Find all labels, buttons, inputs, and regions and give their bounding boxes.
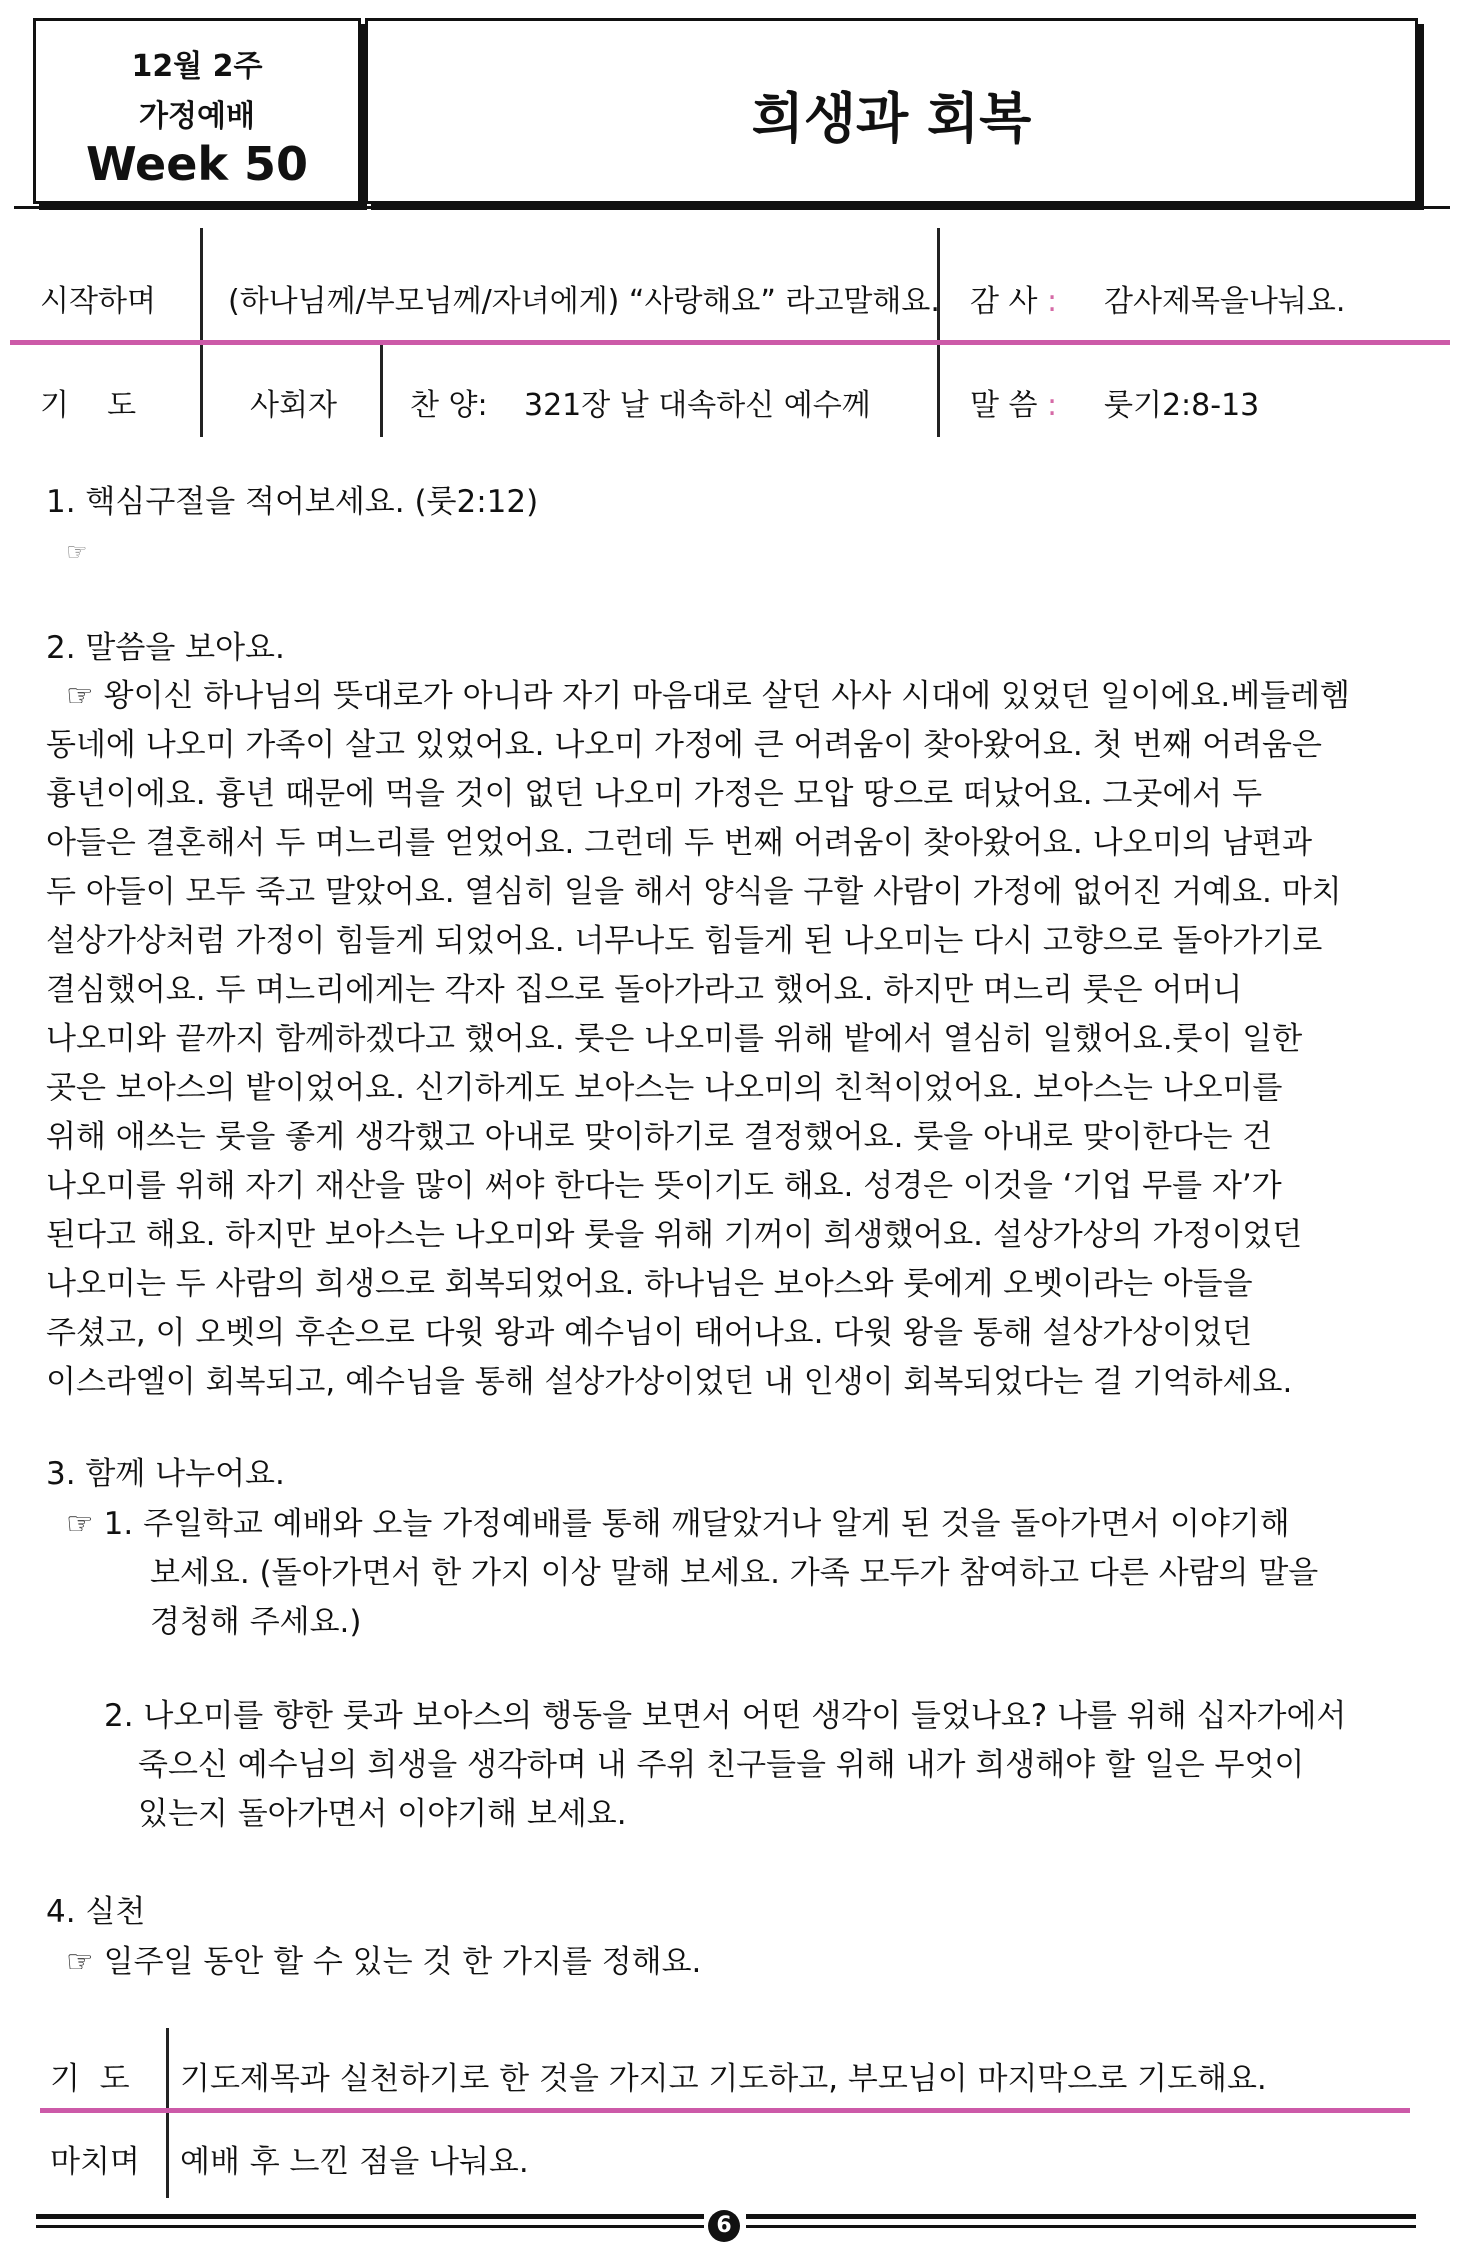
info-divider [200, 345, 203, 437]
question2-line: 죽으신 예수님의 희생을 생각하며 내 주위 친구들을 위해 내가 희생해야 할 일은 무엇이 [138, 1747, 1305, 1783]
body-line: 나오미와 끝까지 함께하겠다고 했어요. 룻은 나오미를 위해 밭에서 열심히 일했어요.룻이 일한 [46, 1021, 1303, 1057]
body-line: 나오미를 위해 자기 재산을 많이 써야 한다는 뜻이기도 해요. 성경은 이것을 ‘기업 무를 자’가 [46, 1168, 1282, 1204]
thanks-label-text: 감 사 [970, 284, 1038, 319]
week-box [33, 18, 361, 204]
body-line: 이스라엘이 회복되고, 예수님을 통해 설상가상이었던 내 인생이 회복되었다는 걸 기억하세요. [46, 1364, 1293, 1400]
info-divider [937, 345, 940, 437]
section1-title: 1. 핵심구절을 적어보세요. (룻2:12) [46, 484, 539, 520]
body-line: 나오미는 두 사람의 희생으로 회복되었어요. 하나님은 보아스와 룻에게 오벳이라는 아들을 [46, 1266, 1253, 1302]
thanks-colon: : [1047, 284, 1058, 319]
title-box [365, 18, 1418, 204]
body-line: 설상가상처럼 가정이 힘들게 되었어요. 너무나도 힘들게 된 나오미는 다시 고향으로 돌아가기로 [46, 923, 1323, 959]
closing-label: 마치며 [50, 2144, 140, 2180]
footer-rule [746, 2214, 1416, 2219]
thanks-text: 감사제목을나눠요. [1104, 284, 1346, 319]
question2-line: 2. 나오미를 향한 룻과 보아스의 행동을 보면서 어떤 생각이 들었나요? 나를 위해 십자가에서 [104, 1698, 1347, 1734]
question1-line: 보세요. (돌아가면서 한 가지 이상 말해 보세요. 가족 모두가 참여하고 다른 사람의 말을 [150, 1555, 1319, 1591]
body-line: ☞ 왕이신 하나님의 뜻대로가 아니라 자기 마음대로 살던 사사 시대에 있었던 일이에요.베들레헴 [66, 678, 1350, 714]
body-line: 아들은 결혼해서 두 며느리를 얻었어요. 그런데 두 번째 어려움이 찾아왔어요. 나오미의 남편과 [46, 825, 1313, 861]
body-line: 주셨고, 이 오벳의 후손으로 다윗 왕과 예수님이 태어나요. 다윗 왕을 통해 설상가상이었던 [46, 1315, 1253, 1351]
question1-line: ☞ 1. 주일학교 예배와 오늘 가정예배를 통해 깨달았거나 알게 된 것을 돌아가면서 이야기해 [66, 1506, 1290, 1542]
footer-rule [746, 2225, 1416, 2228]
leader-label: 사회자 [250, 388, 337, 423]
word-label [970, 380, 1057, 424]
info-divider [380, 345, 383, 437]
thanks-label [970, 276, 1057, 320]
start-text: (하나님께/부모님께/자녀에게) “사랑해요” 라고말해요. [228, 284, 940, 319]
section2-title: 2. 말씀을 보아요. [46, 630, 285, 666]
question1-line: 경청해 주세요.) [150, 1604, 362, 1640]
word-colon: : [1047, 388, 1058, 423]
question2-line: 있는지 돌아가면서 이야기해 보세요. [138, 1796, 627, 1832]
footer-rule [36, 2214, 704, 2219]
page-number-badge: 6 [708, 2210, 740, 2242]
footer-rule [36, 2225, 704, 2228]
word-label-text: 말 씀 [970, 388, 1038, 423]
start-label: 시작하며 [40, 284, 156, 319]
info-divider [200, 228, 203, 340]
info-row-divider [10, 340, 1450, 345]
practice-line: ☞ 일주일 동안 할 수 있는 것 한 가지를 정해요. [66, 1944, 702, 1980]
body-line: 결심했어요. 두 며느리에게는 각자 집으로 돌아가라고 했어요. 하지만 며느리 룻은 어머니 [46, 972, 1243, 1008]
section3-title: 3. 함께 나누어요. [46, 1456, 285, 1492]
footer-divider [166, 2028, 169, 2198]
week-number: Week 50 [85, 137, 309, 191]
pointer-icon: ☞ [66, 538, 88, 566]
footer-prayer-label: 기 도 [50, 2061, 130, 2097]
info-table-top-border [14, 206, 1450, 209]
hymn-label: 찬 양: [410, 388, 488, 423]
body-line: 흉년이에요. 흉년 때문에 먹을 것이 없던 나오미 가정은 모압 땅으로 떠났어요. 그곳에서 두 [46, 776, 1263, 812]
body-line: 곳은 보아스의 밭이었어요. 신기하게도 보아스는 나오미의 친척이었어요. 보아스는 나오미를 [46, 1070, 1283, 1106]
closing-text: 예배 후 느낀 점을 나눠요. [180, 2144, 529, 2180]
prayer-label: 기 도 [40, 388, 137, 423]
hymn-text: 321장 날 대속하신 예수께 [524, 388, 871, 423]
page-title: 희생과 회복 [751, 87, 1032, 150]
section4-title: 4. 실천 [46, 1894, 146, 1930]
section2-body [46, 672, 1414, 1407]
body-line: 동네에 나오미 가족이 살고 있었어요. 나오미 가정에 큰 어려움이 찾아왔어요. 첫 번째 어려움은 [46, 727, 1322, 763]
body-line: 위해 애쓰는 룻을 좋게 생각했고 아내로 맞이하기로 결정했어요. 룻을 아내로 맞이한다는 건 [46, 1119, 1273, 1155]
body-line: 두 아들이 모두 죽고 말았어요. 열심히 일을 해서 양식을 구할 사람이 가정에 없어진 거예요. 마치 [46, 874, 1342, 910]
week-date: 12월 2주 [131, 49, 263, 84]
body-line: 된다고 해요. 하지만 보아스는 나오미와 룻을 위해 기꺼이 희생했어요. 설상가상의 가정이었던 [46, 1217, 1303, 1253]
footer-row-divider [40, 2108, 1410, 2113]
word-text: 룻기2:8-13 [1104, 388, 1260, 423]
footer-prayer-text: 기도제목과 실천하기로 한 것을 가지고 기도하고, 부모님이 마지막으로 기도해요. [180, 2061, 1267, 2097]
week-type: 가정예배 [139, 99, 255, 134]
